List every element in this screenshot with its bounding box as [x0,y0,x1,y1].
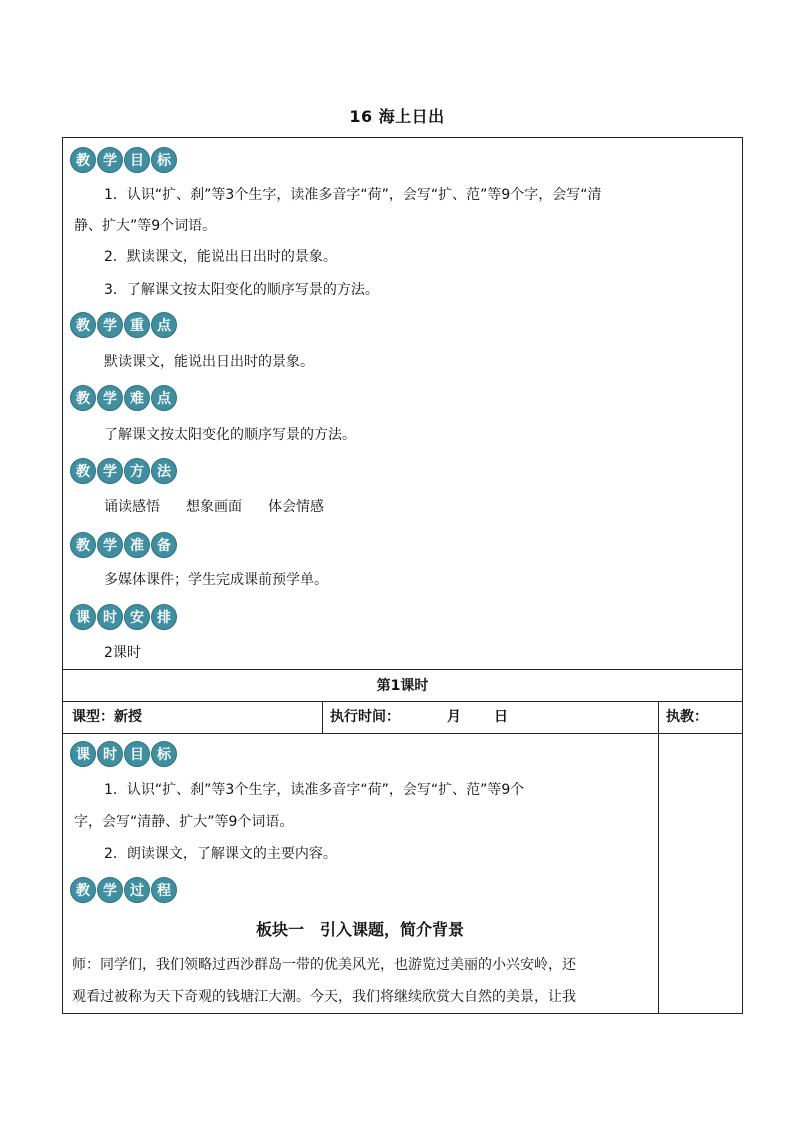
execution-time-label: 执行时间： [330,709,400,725]
day-label: 日 [494,709,508,725]
key-point-text: 默读课文，能说出日出时的景象。 [104,354,314,370]
section-badge-preparation: 教 学 准 备 [70,532,177,558]
lesson-goal-line: 2．朗读课文，了解课文的主要内容。 [104,846,337,862]
month-label: 月 [447,709,461,725]
method-item: 诵读感悟 [104,499,160,515]
section-badge-difficulty: 教 学 难 点 [70,385,177,411]
goal-line: 2．默读课文，能说出日出时的景象。 [104,249,337,265]
lesson-goal-line: 1．认识“扩、刹”等3个生字，读准多音字“荷”，会写“扩、范”等9个 [104,782,525,798]
block-title: 板块一 引入课题，简介背景 [255,920,464,939]
method-item: 想象画面 [186,499,242,515]
section-badge-teaching-process: 教 学 过 程 [70,877,177,903]
difficulty-text: 了解课文按太阳变化的顺序写景的方法。 [104,427,356,443]
section-badge-lesson-goals: 课 时 目 标 [70,741,177,767]
table-divider [62,733,743,734]
section-badge-method: 教 学 方 法 [70,458,177,484]
lesson-header: 第1课时 [376,678,429,694]
section-badge-schedule: 课 时 安 排 [70,604,177,630]
table-column-divider [658,701,659,1014]
method-item: 体会情感 [268,499,324,515]
section-badge-key-points: 教 学 重 点 [70,312,177,338]
teacher-label: 执教： [666,709,708,725]
table-divider [62,669,743,670]
goal-line: 3．了解课文按太阳变化的顺序写景的方法。 [104,282,379,298]
goal-line: 静、扩大”等9个词语。 [74,218,217,234]
paragraph-line: 观看过被称为天下奇观的钱塘江大潮。今天，我们将继续欣赏大自然的美景，让我 [72,989,576,1005]
table-divider [62,701,743,702]
method-list [104,497,324,517]
section-badge-teaching-goals: 教 学 目 标 [70,147,177,173]
preparation-text: 多媒体课件；学生完成课前预学单。 [104,572,328,588]
document-title: 16 海上日出 [349,107,445,126]
paragraph-line: 师：同学们，我们领略过西沙群岛一带的优美风光，也游览过美丽的小兴安岭，还 [72,957,576,973]
lesson-goal-line: 字，会写“清静、扩大”等9个词语。 [74,814,294,830]
schedule-text: 2课时 [104,645,141,661]
table-column-divider [322,701,323,733]
goal-line: 1．认识“扩、刹”等3个生字，读准多音字“荷”，会写“扩、范”等9个字，会写“清 [104,187,602,203]
lesson-type: 课型：新授 [72,709,142,725]
